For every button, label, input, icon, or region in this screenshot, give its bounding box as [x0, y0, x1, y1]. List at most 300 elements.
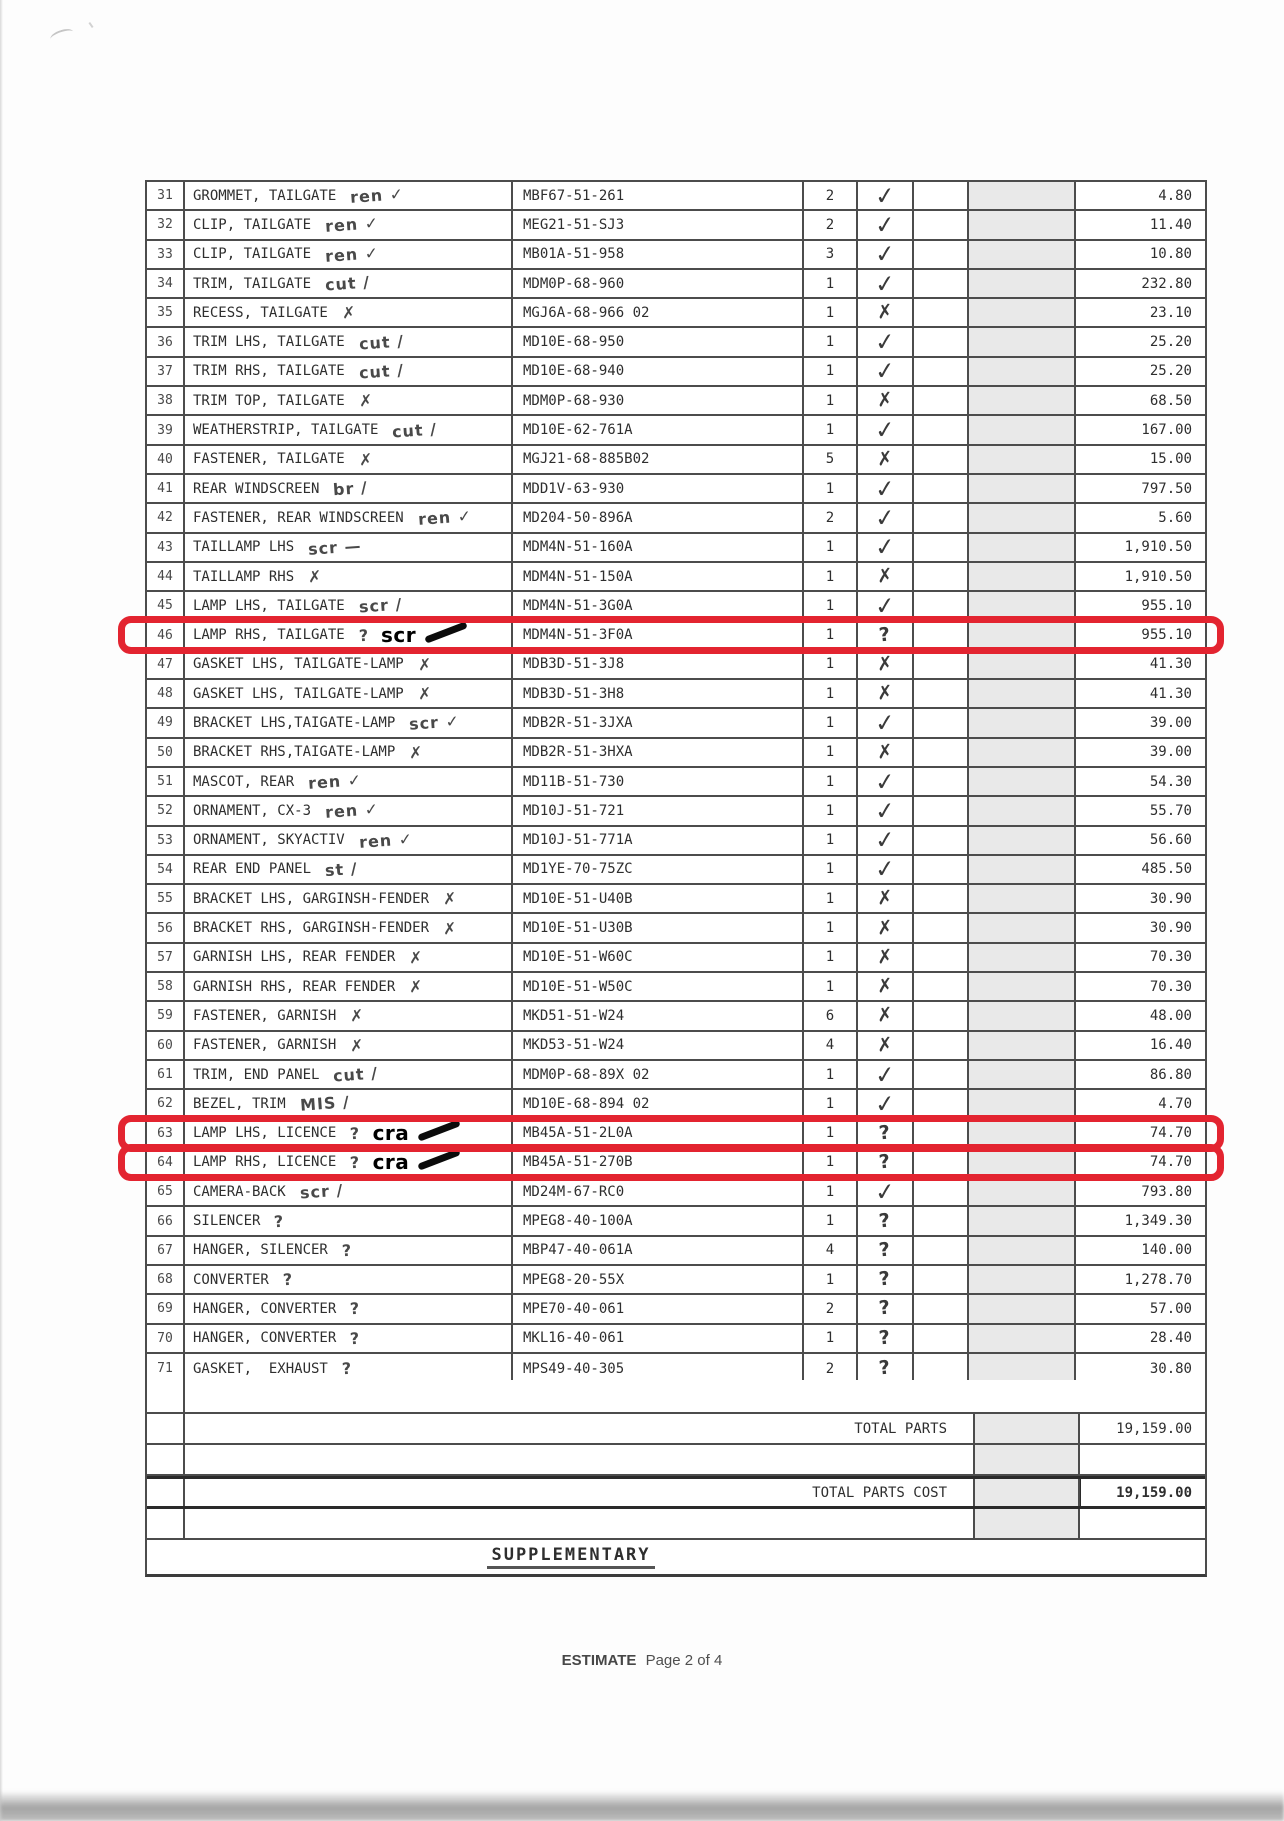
part-description: TRIM, END PANEL: [193, 1066, 320, 1083]
price-cell: 955.10: [1141, 627, 1192, 644]
description-cell: [185, 1032, 513, 1059]
price-cell: 70.30: [1149, 949, 1192, 966]
part-description: GARNISH LHS, REAR FENDER: [193, 949, 396, 966]
shaded-cell: [969, 651, 1076, 678]
checkmark-cell: [858, 1178, 914, 1205]
part-number-cell: MD1YE-70-75ZC: [513, 856, 804, 883]
handwritten-note: br /: [332, 477, 369, 500]
description-cell: [185, 1207, 513, 1234]
shaded-cell: [969, 328, 1076, 355]
description-cell: [185, 1295, 513, 1322]
part-description: WEATHERSTRIP, TAILGATE: [193, 422, 379, 439]
check-mark: ✓: [873, 532, 897, 563]
checkmark-cell: [858, 944, 914, 971]
checkmark-cell: [858, 914, 914, 941]
part-number-cell: MDM0P-68-89X 02: [513, 1061, 804, 1088]
description-cell: [185, 856, 513, 883]
price-cell: 1,910.50: [1124, 568, 1192, 585]
part-description: ORNAMENT, CX-3: [193, 802, 312, 819]
table-row: [147, 768, 1205, 797]
part-description: LAMP LHS, LICENCE: [193, 1125, 337, 1142]
blank-cell: [1080, 1509, 1205, 1538]
handwritten-note: ren ✓: [417, 506, 473, 530]
table-row: [147, 973, 1205, 1002]
blank-cell: [914, 680, 969, 707]
handwritten-note: scr —: [307, 535, 363, 559]
price-cell: 30.90: [1149, 920, 1192, 937]
description-cell: [185, 475, 513, 502]
handwritten-note: ?: [273, 1211, 286, 1231]
blank-cell: [914, 534, 969, 561]
checkmark-cell: [858, 827, 914, 854]
checkmark-cell: [858, 504, 914, 531]
quantity-cell: 1: [804, 1149, 858, 1176]
check-mark: ✗: [875, 652, 895, 676]
row-number-cell: 48: [147, 680, 185, 707]
handwritten-note: ?: [349, 1328, 362, 1349]
blank-cell: [914, 416, 969, 443]
quantity-cell: 1: [804, 651, 858, 678]
quantity-cell: 1: [804, 563, 858, 590]
quantity-cell: 1: [804, 1061, 858, 1088]
part-number-cell: MPE70-40-061: [513, 1295, 804, 1322]
part-number-cell: MDM0P-68-960: [513, 270, 804, 297]
description-cell: [185, 241, 513, 268]
price-cell: 68.50: [1149, 392, 1192, 409]
row-number-cell: 67: [147, 1237, 185, 1264]
price-cell: 30.90: [1149, 890, 1192, 907]
shaded-cell: [969, 739, 1076, 766]
part-description: GASKET, EXHAUST: [193, 1360, 328, 1377]
row-number-cell: 61: [147, 1061, 185, 1088]
scanner-shadow-band: [0, 1791, 1284, 1821]
price-cell: 232.80: [1141, 275, 1192, 292]
row-number-cell: 69: [147, 1295, 185, 1322]
description-cell: [185, 387, 513, 414]
checkmark-cell: [858, 241, 914, 268]
price-cell: 1,349.30: [1124, 1213, 1192, 1230]
row-number-cell: 45: [147, 592, 185, 619]
blank-cell: [914, 1207, 969, 1234]
shaded-cell: [969, 299, 1076, 326]
handwritten-note: ✗: [417, 654, 433, 675]
quantity-cell: 1: [804, 944, 858, 971]
row-number-cell: [147, 1380, 185, 1412]
shaded-cell: [969, 885, 1076, 912]
handwritten-note: ✗: [349, 1035, 366, 1056]
table-row: [147, 1178, 1205, 1207]
price-cell: 41.30: [1149, 685, 1192, 702]
price-cell: 10.80: [1149, 246, 1192, 263]
check-mark: ✓: [873, 356, 897, 387]
checkmark-cell: [858, 446, 914, 473]
check-mark: ✓: [873, 180, 897, 211]
table-row: [147, 1325, 1205, 1354]
shaded-cell: [969, 1178, 1076, 1205]
part-number-cell: MGJ21-68-885B02: [513, 446, 804, 473]
check-mark: ?: [878, 1121, 892, 1145]
blank-cell: [914, 1090, 969, 1117]
quantity-cell: 4: [804, 1032, 858, 1059]
blank-cell: [914, 1032, 969, 1059]
table-row: [147, 914, 1205, 943]
shaded-cell: [969, 592, 1076, 619]
check-mark: ?: [878, 623, 892, 647]
part-number-cell: MDB2R-51-3JXA: [513, 709, 804, 736]
blank-cell: [914, 651, 969, 678]
check-mark: ✗: [875, 740, 895, 764]
shaded-cell: [969, 1207, 1076, 1234]
description-cell: [185, 1354, 513, 1383]
price-cell: 4.70: [1158, 1095, 1192, 1112]
checkmark-cell: [858, 270, 914, 297]
shaded-cell: [969, 1149, 1076, 1176]
check-mark: ✓: [873, 502, 897, 533]
shaded-cell: [969, 182, 1076, 209]
description-cell: [185, 592, 513, 619]
checkmark-cell: [858, 1295, 914, 1322]
total-parts-value: 19,159.00: [1116, 1420, 1192, 1437]
table-row: [147, 416, 1205, 445]
part-description: CLIP, TAILGATE: [193, 216, 312, 233]
total-parts-label: TOTAL PARTS: [854, 1420, 947, 1437]
part-number-cell: MDM0P-68-930: [513, 387, 804, 414]
part-description: ORNAMENT, SKYACTIV: [193, 832, 345, 849]
shaded-cell: [969, 270, 1076, 297]
price-cell: 1,910.50: [1124, 539, 1192, 556]
total-parts-cost-value: 19,159.00: [1080, 1479, 1205, 1506]
checkmark-cell: [858, 1032, 914, 1059]
handwritten-note: ren ✓: [324, 242, 380, 266]
row-number-cell: [147, 1414, 185, 1443]
table-row: [147, 651, 1205, 680]
part-description: HANGER, CONVERTER: [193, 1330, 337, 1347]
row-number-cell: 55: [147, 885, 185, 912]
checkmark-cell: [858, 797, 914, 824]
description-cell: [185, 446, 513, 473]
shaded-cell: [969, 563, 1076, 590]
quantity-cell: 1: [804, 1325, 858, 1352]
quantity-cell: 1: [804, 973, 858, 1000]
part-number-cell: MDB2R-51-3HXA: [513, 739, 804, 766]
row-number-cell: 31: [147, 182, 185, 209]
table-row: [147, 211, 1205, 240]
row-number-cell: 51: [147, 768, 185, 795]
row-number-cell: 56: [147, 914, 185, 941]
price-cell: 70.30: [1149, 978, 1192, 995]
handwritten-note: ?: [358, 625, 370, 645]
part-description: HANGER, CONVERTER: [193, 1300, 337, 1317]
checkmark-cell: [858, 621, 914, 648]
blank-cell: [914, 1002, 969, 1029]
table-row: [147, 1090, 1205, 1119]
price-cell: 39.00: [1149, 744, 1192, 761]
total-parts-cost-row: [147, 1476, 1205, 1509]
row-number-cell: [147, 1445, 185, 1474]
row-number-cell: 38: [147, 387, 185, 414]
price-cell: 56.60: [1149, 832, 1192, 849]
description-cell: [185, 944, 513, 971]
part-description: HANGER, SILENCER: [193, 1242, 328, 1259]
handwritten-note: scr ✓: [408, 711, 461, 735]
shaded-cell: [969, 1120, 1076, 1147]
shaded-cell: [973, 1414, 1080, 1443]
quantity-cell: 2: [804, 1295, 858, 1322]
check-mark: ✗: [875, 564, 895, 588]
blank-cell: [914, 270, 969, 297]
handwritten-note: ?: [349, 1299, 362, 1319]
check-mark: ✗: [875, 915, 895, 940]
table-row: [147, 680, 1205, 709]
check-mark: ✓: [873, 795, 897, 826]
checkmark-cell: [858, 856, 914, 883]
check-mark: ✓: [873, 766, 897, 797]
part-description: GROMMET, TAILGATE: [193, 187, 337, 204]
supplementary-row: [147, 1540, 1205, 1574]
part-description: TRIM LHS, TAILGATE: [193, 334, 345, 351]
shaded-cell: [969, 1002, 1076, 1029]
blank-cell: [914, 387, 969, 414]
part-number-cell: MD10E-68-940: [513, 358, 804, 385]
shaded-cell: [969, 1090, 1076, 1117]
part-number-cell: MB45A-51-2L0A: [513, 1120, 804, 1147]
row-number-cell: 54: [147, 856, 185, 883]
shaded-cell: [969, 1354, 1076, 1383]
description-cell: [185, 1120, 513, 1147]
part-number-cell: MKD51-51-W24: [513, 1002, 804, 1029]
row-number-cell: 70: [147, 1325, 185, 1352]
table-row: [147, 534, 1205, 563]
part-number-cell: MB01A-51-958: [513, 241, 804, 268]
part-description: TAILLAMP LHS: [193, 539, 295, 556]
shaded-cell: [969, 387, 1076, 414]
row-number-cell: 57: [147, 944, 185, 971]
description-cell: [185, 739, 513, 766]
table-row: [147, 856, 1205, 885]
shaded-cell: [969, 211, 1076, 238]
quantity-cell: 1: [804, 1178, 858, 1205]
blank-cell: [914, 768, 969, 795]
part-number-cell: MBF67-51-261: [513, 182, 804, 209]
checkmark-cell: [858, 327, 914, 358]
blank-cell: [1080, 1445, 1205, 1474]
check-mark: ✗: [875, 300, 895, 325]
checkmark-cell: [858, 592, 914, 619]
description-cell: [185, 358, 513, 385]
row-number-cell: 49: [147, 709, 185, 736]
check-mark: ✓: [873, 825, 897, 856]
part-number-cell: MD204-50-896A: [513, 504, 804, 531]
table-row: [147, 709, 1205, 738]
row-number-cell: [147, 1509, 185, 1538]
table-row: [147, 328, 1205, 357]
shaded-cell: [969, 416, 1076, 443]
row-number-cell: 41: [147, 475, 185, 502]
quantity-cell: 1: [804, 768, 858, 795]
part-description: BRACKET LHS, GARGINSH-FENDER: [193, 890, 430, 907]
part-number-cell: MD10J-51-771A: [513, 827, 804, 854]
row-number-cell: 42: [147, 504, 185, 531]
price-cell: 5.60: [1158, 509, 1192, 526]
description-cell: [185, 827, 513, 854]
quantity-cell: 1: [804, 797, 858, 824]
checkmark-cell: [858, 211, 914, 238]
handwritten-note: ?: [282, 1269, 294, 1290]
blank-cell: [914, 241, 969, 268]
price-cell: 25.20: [1149, 334, 1192, 351]
part-number-cell: MGJ6A-68-966 02: [513, 299, 804, 326]
blank-cell: [914, 1149, 969, 1176]
checkmark-cell: [858, 416, 914, 443]
stamp-annotation: cra: [372, 1150, 410, 1175]
row-number-cell: 65: [147, 1178, 185, 1205]
blank-cell: [914, 1325, 969, 1352]
check-mark: ✓: [873, 415, 897, 445]
price-cell: 955.10: [1141, 597, 1192, 614]
check-mark: ✗: [875, 1032, 895, 1057]
handwritten-note: ✗: [349, 1005, 366, 1026]
checkmark-cell: [858, 651, 914, 678]
handwritten-note: scr /: [358, 594, 403, 617]
table-row: [147, 621, 1205, 650]
table-row: [147, 827, 1205, 856]
row-number-cell: 59: [147, 1002, 185, 1029]
row-number-cell: 64: [147, 1149, 185, 1176]
description-cell: [185, 1237, 513, 1264]
row-number-cell: 39: [147, 416, 185, 443]
shaded-cell: [969, 1325, 1076, 1352]
row-number-cell: 53: [147, 827, 185, 854]
blank-cell: [914, 739, 969, 766]
checkmark-cell: [858, 387, 914, 414]
row-number-cell: 43: [147, 534, 185, 561]
table-row: [147, 1295, 1205, 1324]
quantity-cell: 1: [804, 885, 858, 912]
table-row: [147, 358, 1205, 387]
blank-cell: [914, 299, 969, 326]
table-row: [147, 739, 1205, 768]
table-row: [147, 182, 1205, 211]
part-number-cell: MD10E-51-U40B: [513, 885, 804, 912]
row-number-cell: 63: [147, 1120, 185, 1147]
shaded-cell: [969, 621, 1076, 648]
blank-cell: [914, 1061, 969, 1088]
price-cell: 54.30: [1149, 773, 1192, 790]
row-number-cell: 50: [147, 739, 185, 766]
table-row: [147, 944, 1205, 973]
part-description: GARNISH RHS, REAR FENDER: [193, 978, 396, 995]
handwritten-note: ren ✓: [358, 828, 414, 852]
handwritten-note: cut /: [358, 360, 405, 383]
price-cell: 11.40: [1149, 216, 1192, 233]
part-number-cell: MDM4N-51-3F0A: [513, 621, 804, 648]
description-cell: [185, 182, 513, 209]
checkmark-cell: [858, 1354, 914, 1383]
table-row: [147, 475, 1205, 504]
shaded-cell: [969, 1266, 1076, 1293]
part-number-cell: MBP47-40-061A: [513, 1237, 804, 1264]
check-mark: ✓: [873, 854, 897, 885]
quantity-cell: 5: [804, 446, 858, 473]
quantity-cell: 1: [804, 534, 858, 561]
check-mark: ✗: [875, 447, 895, 471]
check-mark: ✓: [873, 327, 897, 358]
description-cell: [185, 1002, 513, 1029]
quantity-cell: 1: [804, 358, 858, 385]
check-mark: ?: [878, 1296, 892, 1320]
part-description: LAMP LHS, TAILGATE: [193, 597, 345, 614]
part-description: GASKET LHS, TAILGATE-LAMP: [193, 656, 404, 673]
description-cell: [185, 709, 513, 736]
quantity-cell: 1: [804, 299, 858, 326]
row-number-cell: 60: [147, 1032, 185, 1059]
part-number-cell: MB45A-51-270B: [513, 1149, 804, 1176]
checkmark-cell: [858, 563, 914, 590]
quantity-cell: 1: [804, 1090, 858, 1117]
handwritten-note: ren ✓: [324, 213, 380, 237]
part-number-cell: MKD53-51-W24: [513, 1032, 804, 1059]
blank-cell: [914, 446, 969, 473]
description-cell: [185, 416, 513, 443]
description-cell: [185, 1149, 513, 1176]
totals-section: [145, 1380, 1207, 1577]
blank-cell: [185, 1445, 973, 1474]
table-row: [147, 504, 1205, 533]
checkmark-cell: [858, 534, 914, 561]
quantity-cell: 2: [804, 211, 858, 238]
row-number-cell: 32: [147, 211, 185, 238]
row-number-cell: 47: [147, 651, 185, 678]
row-number-cell: 37: [147, 358, 185, 385]
price-cell: 167.00: [1141, 422, 1192, 439]
row-number-cell: 44: [147, 563, 185, 590]
shaded-cell: [969, 827, 1076, 854]
part-description: REAR END PANEL: [193, 861, 312, 878]
part-description: TAILLAMP RHS: [193, 568, 295, 585]
blank-cell: [185, 1380, 1205, 1412]
part-description: TRIM TOP, TAILGATE: [193, 392, 345, 409]
swoosh-mark: [424, 621, 468, 643]
table-row: [147, 1354, 1205, 1383]
blank-cell: [914, 211, 969, 238]
footer-page-number: Page 2 of 4: [645, 1652, 723, 1669]
quantity-cell: 1: [804, 1120, 858, 1147]
table-row: [147, 446, 1205, 475]
part-description: TRIM, TAILGATE: [193, 275, 312, 292]
row-number-cell: [147, 1479, 185, 1506]
blank-cell: [914, 973, 969, 1000]
checkmark-cell: [858, 739, 914, 766]
check-mark: ✓: [873, 209, 897, 240]
handwritten-note: ✗: [442, 918, 459, 939]
price-cell: 4.80: [1158, 187, 1192, 204]
shaded-cell: [973, 1509, 1080, 1538]
check-mark: ?: [878, 1326, 892, 1350]
spacer-row: [147, 1380, 1205, 1414]
blank-cell: [914, 1237, 969, 1264]
part-description: CAMERA-BACK: [193, 1183, 286, 1200]
handwritten-note: ✗: [358, 390, 374, 411]
blank-cell: [914, 1120, 969, 1147]
checkmark-cell: [858, 358, 914, 385]
table-row: [147, 270, 1205, 299]
blank-cell: [914, 1178, 969, 1205]
quantity-cell: 1: [804, 1207, 858, 1234]
part-number-cell: MKL16-40-061: [513, 1325, 804, 1352]
blank-cell: [914, 504, 969, 531]
quantity-cell: 2: [804, 1354, 858, 1383]
shaded-cell: [969, 856, 1076, 883]
